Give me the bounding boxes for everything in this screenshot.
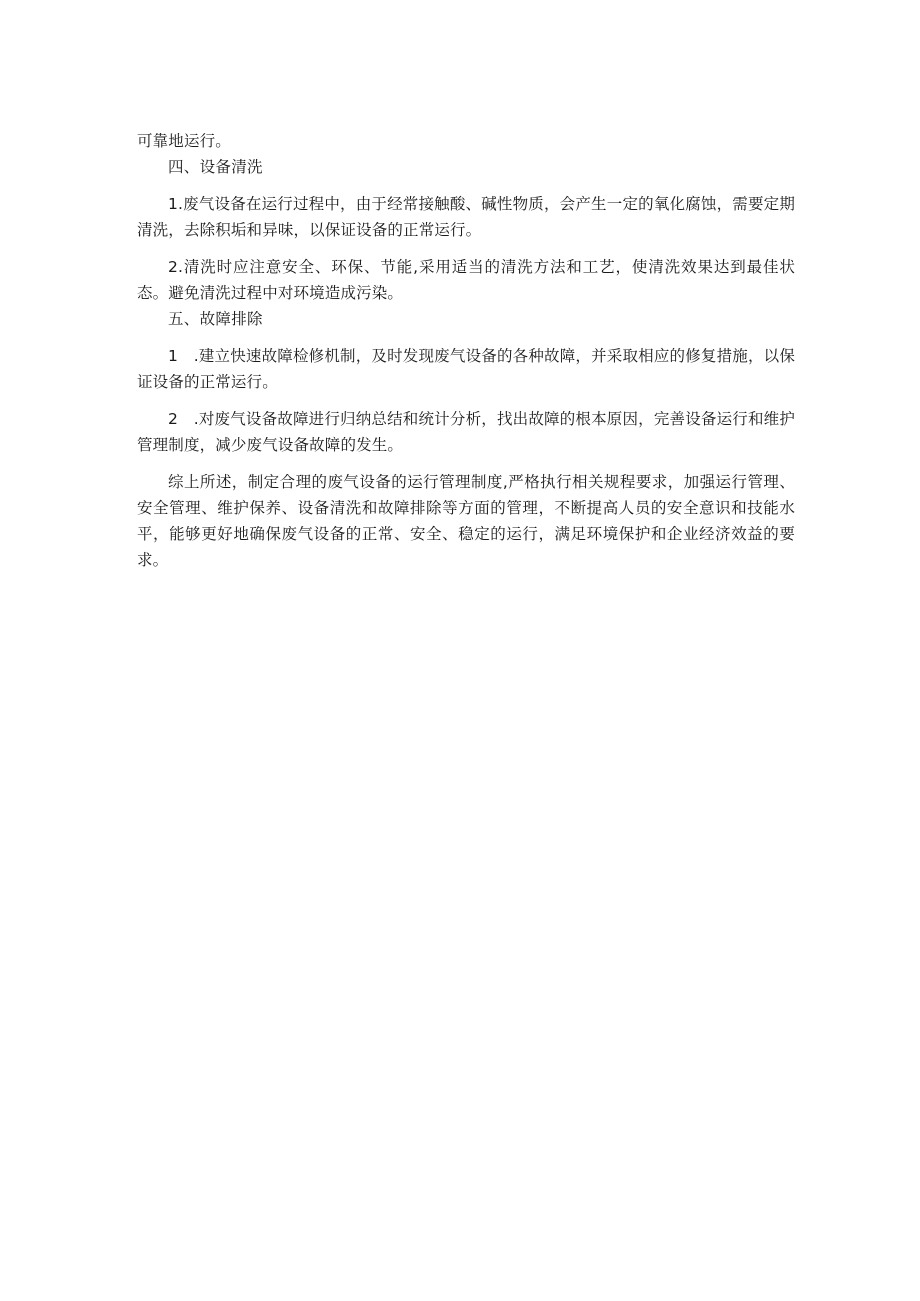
conclusion-paragraph: 综上所述，制定合理的废气设备的运行管理制度,严格执行相关规程要求，加强运行管理、安全管理、维护保养、设备清洗和故障排除等方面的管理，不断提高人员的安全意识和技能水平，能够更好地确保废气设备的正常、安全、稳定的运行，满足环境保护和企业经济效益的要求。 <box>137 473 795 569</box>
document-body <box>137 128 795 573</box>
continuation-text: 可靠地运行。 <box>137 132 231 150</box>
section-4-item-1: 1.废气设备在运行过程中，由于经常接触酸、碱性物质，会产生一定的氧化腐蚀，需要定期清洗，去除积垢和异味，以保证设备的正常运行。 <box>137 195 795 239</box>
section-4-heading: 四、设备清洗 <box>168 158 263 176</box>
section-5-item-1: 1 .建立快速故障检修机制，及时发现废气设备的各种故障，并采取相应的修复措施，以保证设备的正常运行。 <box>137 347 795 391</box>
section-5-item-2: 2 .对废气设备故障进行归纳总结和统计分析，找出故障的根本原因，完善设备运行和维护管理制度，减少废气设备故障的发生。 <box>137 410 795 454</box>
section-5-heading: 五、故障排除 <box>168 310 263 328</box>
section-4-item-2: 2.清洗时应注意安全、环保、节能,采用适当的清洗方法和工艺，使清洗效果达到最佳状态。避免清洗过程中对环境造成污染。 <box>137 258 795 302</box>
